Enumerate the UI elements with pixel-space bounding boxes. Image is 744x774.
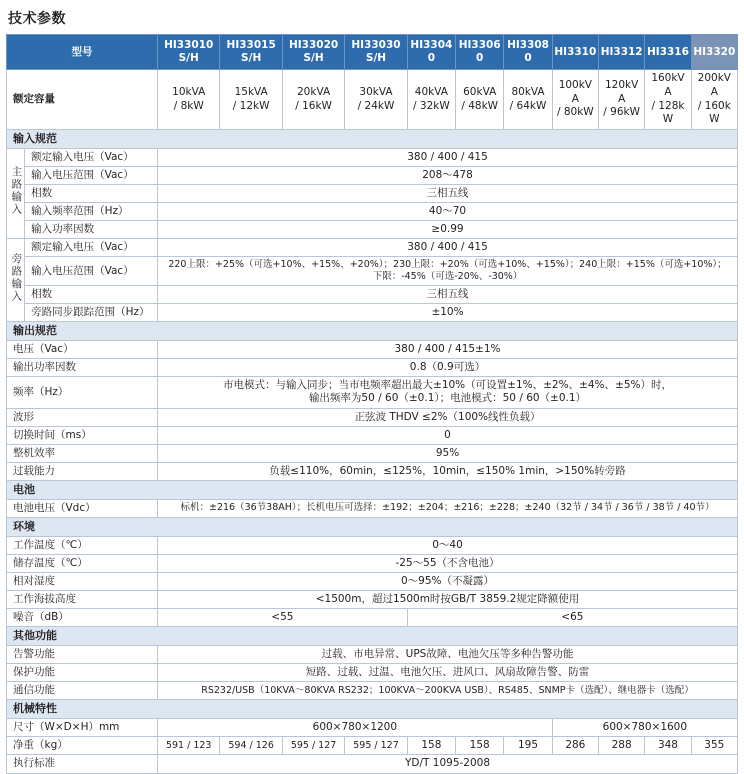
header-model-1: HI33015S/H [220,35,282,70]
out-frequency-value [158,377,738,408]
header-model-10: HI3320 [691,35,737,70]
bypass-phase-value: 三相五线 [158,286,738,304]
row-env-work-temp [7,536,738,554]
row-out-overload [7,462,738,480]
mech-weight-7: 286 [552,737,598,755]
row-mech-size [7,719,738,737]
mech-weight-8: 288 [599,737,645,755]
row-out-waveform [7,408,738,426]
row-out-voltage [7,341,738,359]
mech-weight-3: 595 / 127 [345,737,407,755]
env-noise-value-right: <65 [407,609,737,627]
section-environment [7,517,738,536]
section-other-label: 其他功能 [7,627,738,646]
rated-capacity-7 [552,70,598,130]
out-overload-value: 负载≤110%，60min，≤125%，10min，≤150% 1min，>150%转旁路 [158,462,738,480]
group-bypass-input-label: 旁路输入 [10,253,23,304]
header-model-3: HI33030S/H [345,35,407,70]
battery-voltage-value: 标机：±216（36节38AH）；长机电压可选择：±192；±204；±216；±228；±240（32节 / 34节 / 36节 / 38节 / 40节） [158,499,738,517]
out-frequency-label: 频率（Hz） [7,377,158,408]
bypass-voltage-range-label: 输入电压范围（Vac） [25,257,158,286]
row-main-phase [7,184,738,202]
out-power-factor-label: 输出功率因数 [7,359,158,377]
out-waveform-value: 正弦波 THDV ≤2%（100%线性负载） [158,408,738,426]
capacity-line2: / 96kW [603,106,640,119]
rated-capacity-8 [599,70,645,130]
section-battery [7,481,738,500]
out-frequency-line2: 输出频率为50 / 60（±0.1）；电池模式：50 / 60（±0.1） [308,392,587,405]
mech-size-value-left: 600×780×1200 [158,719,553,737]
main-freq-range-value: 40～70 [158,202,738,220]
out-frequency-line1: 市电模式：与输入同步；当市电频率超出最大±10%（可设置±1%、±2%、±4%、±5%）时， [223,379,672,392]
row-out-power-factor [7,359,738,377]
other-protection-label: 保护功能 [7,664,158,682]
env-noise-label: 噪音（dB） [7,609,158,627]
main-freq-range-label: 输入频率范围（Hz） [25,202,158,220]
rated-capacity-10 [691,70,737,130]
main-voltage-range-label: 输入电压范围（Vac） [25,166,158,184]
bypass-sync-range-value: ±10% [158,304,738,322]
capacity-line2: / 128kW [651,99,685,126]
header-model-5: HI33060 [456,35,504,70]
capacity-line1: 15kVA [234,85,268,98]
bypass-rated-voltage-label: 额定输入电压（Vac） [25,239,158,257]
mech-weight-6: 195 [504,737,552,755]
rated-capacity-1 [220,70,282,130]
main-phase-label: 相数 [25,184,158,202]
capacity-line2: / 16kW [295,99,332,112]
capacity-line2: / 64kW [509,99,547,112]
section-other [7,627,738,646]
bypass-voltage-range-value [158,257,738,286]
env-altitude-value: <1500m，超过1500m时按GB/T 3859.2规定降额使用 [158,591,738,609]
capacity-line1: 20kVA [297,85,331,98]
env-humidity-value: 0～95%（不凝露） [158,572,738,590]
env-noise-value-left: <55 [158,609,408,627]
capacity-line2: / 12kW [232,99,270,112]
main-rated-voltage-value: 380 / 400 / 415 [158,148,738,166]
env-work-temp-value: 0～40 [158,536,738,554]
env-humidity-label: 相对湿度 [7,572,158,590]
row-main-freq-range [7,202,738,220]
capacity-line2: / 80kW [556,106,594,119]
row-mech-weight [7,737,738,755]
env-storage-temp-label: 储存温度（℃） [7,554,158,572]
row-out-frequency [7,377,738,408]
row-other-alarm [7,646,738,664]
bypass-phase-label: 相数 [25,286,158,304]
row-other-protection [7,664,738,682]
out-voltage-value: 380 / 400 / 415±1% [158,341,738,359]
row-out-efficiency [7,444,738,462]
bypass-sync-range-label: 旁路同步跟踪范围（Hz） [25,304,158,322]
capacity-line2: / 32kW [413,99,450,112]
capacity-line1: 10kVA [172,85,206,98]
out-efficiency-value: 95% [158,444,738,462]
section-environment-label: 环境 [7,517,738,536]
page-title: 技术参数 [8,11,66,27]
other-alarm-value: 过载、市电异常、UPS故障、电池欠压等多种告警功能 [158,646,738,664]
section-mechanical [7,700,738,719]
out-voltage-label: 电压（Vac） [7,341,158,359]
group-bypass-input [7,239,25,322]
bypass-voltage-range-line1: 220上限：+25%（可选+10%、+15%、+20%）；230上限：+20%（可选+10%、+15%）；240上限：+15%（可选+10%）； [168,259,727,271]
capacity-line2: / 160kW [697,99,731,126]
rated-capacity-9 [645,70,691,130]
row-bypass-rated-voltage [7,239,738,257]
bypass-rated-voltage-value: 380 / 400 / 415 [158,239,738,257]
capacity-line1: 160kVA [651,72,685,98]
mech-size-value-right: 600×780×1600 [552,719,737,737]
rated-capacity-5 [456,70,504,130]
capacity-line1: 30kVA [359,85,393,98]
header-model-7: HI3310 [552,35,598,70]
mech-weight-9: 348 [645,737,691,755]
row-battery-voltage [7,499,738,517]
capacity-line2: / 48kW [461,99,499,112]
rated-capacity-6 [504,70,552,130]
out-transfer-time-label: 切换时间（ms） [7,426,158,444]
row-main-power-factor [7,221,738,239]
row-bypass-voltage-range [7,257,738,286]
env-work-temp-label: 工作温度（℃） [7,536,158,554]
mech-weight-0: 591 / 123 [158,737,220,755]
out-waveform-label: 波形 [7,408,158,426]
header-model-2: HI33020S/H [282,35,344,70]
mech-weight-10: 355 [691,737,737,755]
capacity-line1: 120kVA [605,79,639,105]
section-input [7,129,738,148]
row-env-noise [7,609,738,627]
row-main-rated-voltage [7,148,738,166]
section-input-label: 输入规范 [7,129,738,148]
row-other-comm [7,682,738,700]
out-overload-label: 过载能力 [7,462,158,480]
group-main-input [7,148,25,239]
rated-capacity-0 [158,70,220,130]
row-main-voltage-range [7,166,738,184]
header-model-label: 型号 [7,35,158,70]
main-phase-value: 三相五线 [158,184,738,202]
row-env-storage-temp [7,554,738,572]
rated-capacity-3 [345,70,407,130]
header-model-6: HI33080 [504,35,552,70]
main-voltage-range-value: 208～478 [158,166,738,184]
header-model-4: HI33040 [407,35,455,70]
row-env-altitude [7,591,738,609]
other-alarm-label: 告警功能 [7,646,158,664]
section-output [7,322,738,341]
section-mechanical-label: 机械特性 [7,700,738,719]
mech-size-label: 尺寸（W×D×H）mm [7,719,158,737]
capacity-line1: 80kVA [511,85,545,98]
mech-standard-label: 执行标准 [7,755,158,773]
row-bypass-sync-range [7,304,738,322]
mech-weight-5: 158 [456,737,504,755]
env-altitude-label: 工作海拔高度 [7,591,158,609]
header-model-0: HI33010S/H [158,35,220,70]
row-out-transfer-time [7,426,738,444]
capacity-line1: 40kVA [414,85,448,98]
header-model-8: HI3312 [599,35,645,70]
out-efficiency-label: 整机效率 [7,444,158,462]
battery-voltage-label: 电池电压（Vdc） [7,499,158,517]
mech-weight-1: 594 / 126 [220,737,282,755]
row-bypass-phase [7,286,738,304]
mech-weight-label: 净重（kg） [7,737,158,755]
row-env-humidity [7,572,738,590]
out-transfer-time-value: 0 [158,426,738,444]
main-power-factor-value: ≥0.99 [158,221,738,239]
rated-capacity-label: 额定容量 [7,70,158,130]
other-comm-value: RS232/USB（10KVA～80KVA RS232；100KVA～200KVA USB）、RS485、SNMP卡（选配）、继电器卡（选配） [158,682,738,700]
section-output-label: 输出规范 [7,322,738,341]
capacity-line2: / 8kW [173,99,204,112]
mech-weight-2: 595 / 127 [282,737,344,755]
mech-standard-value: YD/T 1095-2008 [158,755,738,773]
out-power-factor-value: 0.8（0.9可选） [158,359,738,377]
table-header-row [7,35,738,70]
bypass-voltage-range-line2: 下限：-45%（可选-20%、-30%） [372,271,523,283]
row-mech-standard [7,755,738,773]
capacity-line2: / 24kW [357,99,395,112]
specification-table [6,34,738,774]
capacity-line1: 100kVA [558,79,592,105]
header-model-9: HI3316 [645,35,691,70]
mech-weight-4: 158 [407,737,455,755]
group-main-input-label: 主路输入 [10,166,23,217]
section-battery-label: 电池 [7,481,738,500]
other-comm-label: 通信功能 [7,682,158,700]
main-rated-voltage-label: 额定输入电压（Vac） [25,148,158,166]
rated-capacity-2 [282,70,344,130]
capacity-line1: 60kVA [463,85,497,98]
main-power-factor-label: 输入功率因数 [25,221,158,239]
capacity-line1: 200kVA [697,72,731,98]
other-protection-value: 短路、过载、过温、电池欠压、进风口、风扇故障告警、防雷 [158,664,738,682]
rated-capacity-4 [407,70,455,130]
env-storage-temp-value: -25～55（不含电池） [158,554,738,572]
row-rated-capacity [7,70,738,130]
